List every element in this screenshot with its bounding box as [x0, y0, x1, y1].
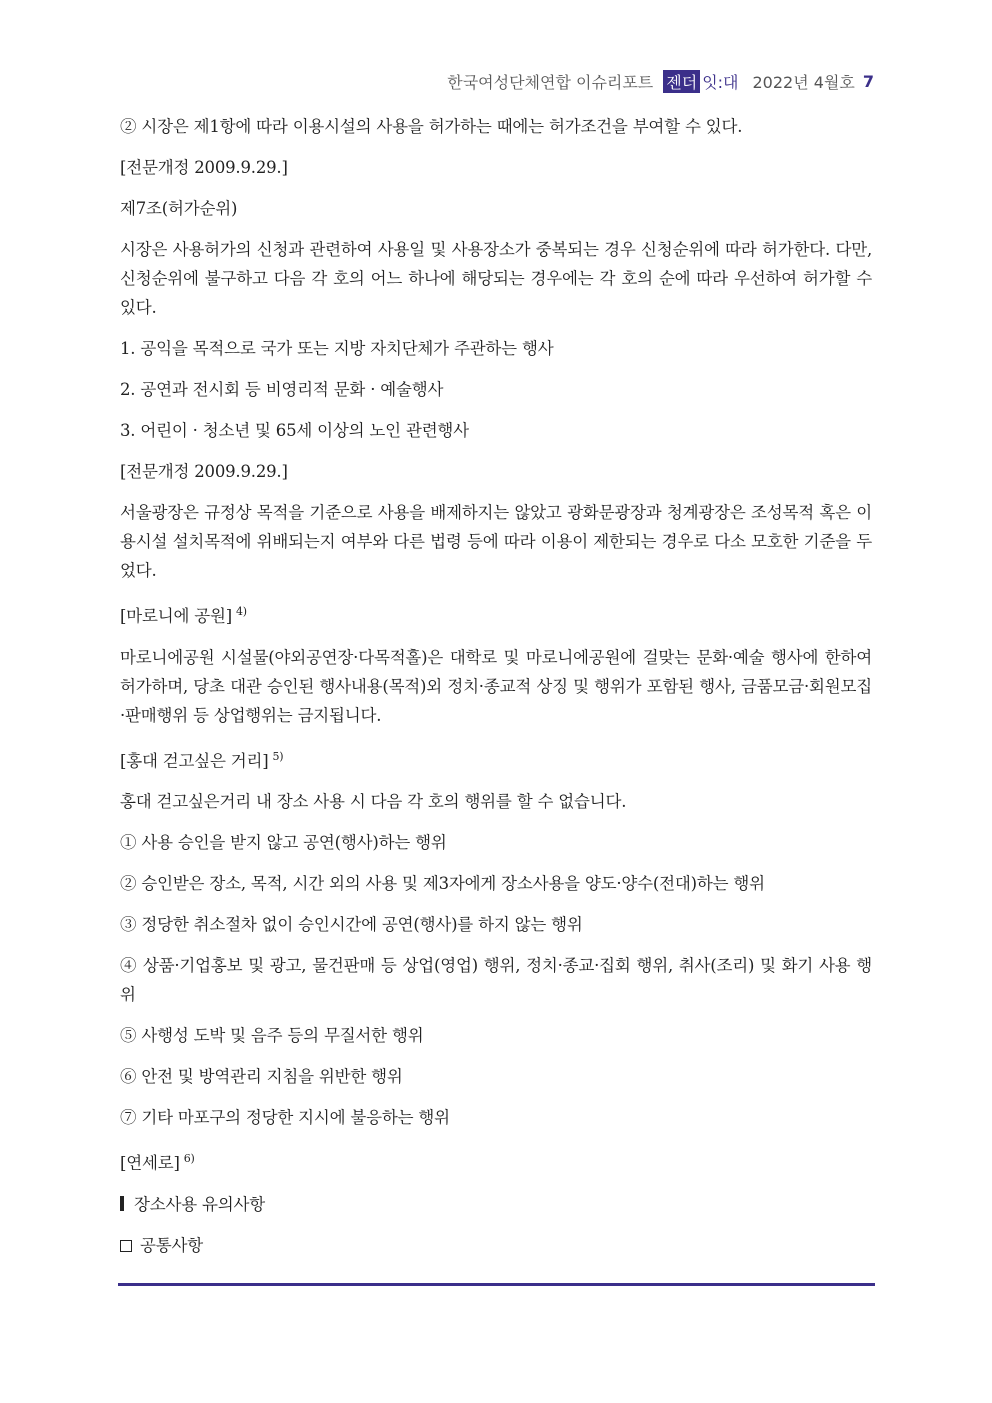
list-item-1: 1. 공익을 목적으로 국가 또는 지방 자치단체가 주관하는 행사 — [120, 339, 554, 358]
brand-highlight: 젠더 — [663, 70, 700, 93]
footnote-ref-5[interactable]: 5) — [272, 749, 284, 763]
section-yonsei-ro-title: [연세로] — [120, 1153, 180, 1173]
paragraph-hongdae: 홍대 걷고싶은거리 내 장소 사용 시 다음 각 호의 행위를 할 수 없습니다. — [120, 792, 627, 811]
checkbox-bullet-icon — [120, 1240, 132, 1252]
paragraph-seoul-plaza: 서울광장은 규정상 목적을 기준으로 사용을 배제하지는 않았고 광화문광장과 청계광장은 조성목적 혹은 이용시설 설치목적에 위배되는지 여부와 다른 법령 등에 따라 이용이 제한되는 경우로 다소 모호한 기준을 두었다. — [120, 503, 872, 580]
section-hongdae-title: [홍대 걷고싶은 거리] — [120, 751, 269, 770]
subheading-common — [120, 1231, 872, 1260]
rule-item-5: ⑤ 사행성 도박 및 음주 등의 무질서한 행위 — [120, 1026, 424, 1045]
bar-bullet-icon — [120, 1196, 124, 1211]
rule-item-4: ④ 상품·기업홍보 및 광고, 물건판매 등 상업(영업) 행위, 정치·종교·집회 행위, 취사(조리) 및 화기 사용 행위 — [120, 956, 872, 1004]
paragraph-clause-2: ② 시장은 제1항에 따라 이용시설의 사용을 허가하는 때에는 허가조건을 부여할 수 있다. — [120, 117, 743, 136]
footnote-ref-4[interactable]: 4) — [235, 605, 247, 618]
article-heading: 제7조(허가순위) — [120, 199, 238, 218]
revision-note: [전문개정 2009.9.29.] — [120, 158, 288, 177]
document-body — [120, 112, 872, 1272]
rule-item-3: ③ 정당한 취소절차 없이 승인시간에 공연(행사)를 하지 않는 행위 — [120, 915, 583, 934]
section-yonsei-ro — [120, 1144, 872, 1178]
rule-item-7: ⑦ 기타 마포구의 정당한 지시에 불응하는 행위 — [120, 1108, 450, 1127]
revision-note-2: [전문개정 2009.9.29.] — [120, 462, 288, 481]
section-marronnier — [120, 597, 872, 631]
subheading-common-text: 공통사항 — [140, 1235, 203, 1255]
page-header — [447, 68, 874, 94]
header-brand-logo — [663, 70, 740, 93]
rule-item-2: ② 승인받은 장소, 목적, 시간 외의 사용 및 제3자에게 장소사용을 양도·양수(전대)하는 행위 — [120, 874, 765, 893]
list-item-2: 2. 공연과 전시회 등 비영리적 문화 · 예술행사 — [120, 380, 444, 399]
rule-item-6: ⑥ 안전 및 방역관리 지침을 위반한 행위 — [120, 1067, 403, 1086]
paragraph-marronnier: 마로니에공원 시설물(야외공연장·다목적홀)은 대학로 및 마로니에공원에 걸맞는 문화·예술 행사에 한하여 허가하며, 당초 대관 승인된 행사내용(목적)외 정치·종교적 상징 및 행위가 포함된 행사, 금품모금·회원모집·판매행위 등 상업행위는 금지됩니다. — [120, 647, 872, 725]
header-org: 한국여성단체연합 이슈리포트 — [447, 72, 654, 92]
header-date: 2022년 4월호 — [752, 72, 855, 92]
subheading-usage-notes — [120, 1190, 872, 1219]
section-hongdae — [120, 742, 872, 776]
list-item-3: 3. 어린이 · 청소년 및 65세 이상의 노인 관련행사 — [120, 421, 469, 440]
paragraph-article-7: 시장은 사용허가의 신청과 관련하여 사용일 및 사용장소가 중복되는 경우 신청순위에 따라 허가한다. 다만, 신청순위에 불구하고 다음 각 호의 어느 하나에 해당되는 경우에는 각 호의 순에 따라 우선하여 허가할 수 있다. — [120, 240, 872, 317]
footnote-ref-6[interactable]: 6) — [183, 1152, 195, 1165]
section-marronnier-title: [마로니에 공원] — [120, 606, 232, 626]
subheading-usage-notes-text: 장소사용 유의사항 — [134, 1194, 265, 1214]
brand-rest: 잇:대 — [702, 72, 739, 92]
page-number: 7 — [862, 71, 874, 91]
rule-item-1: ① 사용 승인을 받지 않고 공연(행사)하는 행위 — [120, 833, 447, 852]
section-divider — [118, 1283, 875, 1286]
